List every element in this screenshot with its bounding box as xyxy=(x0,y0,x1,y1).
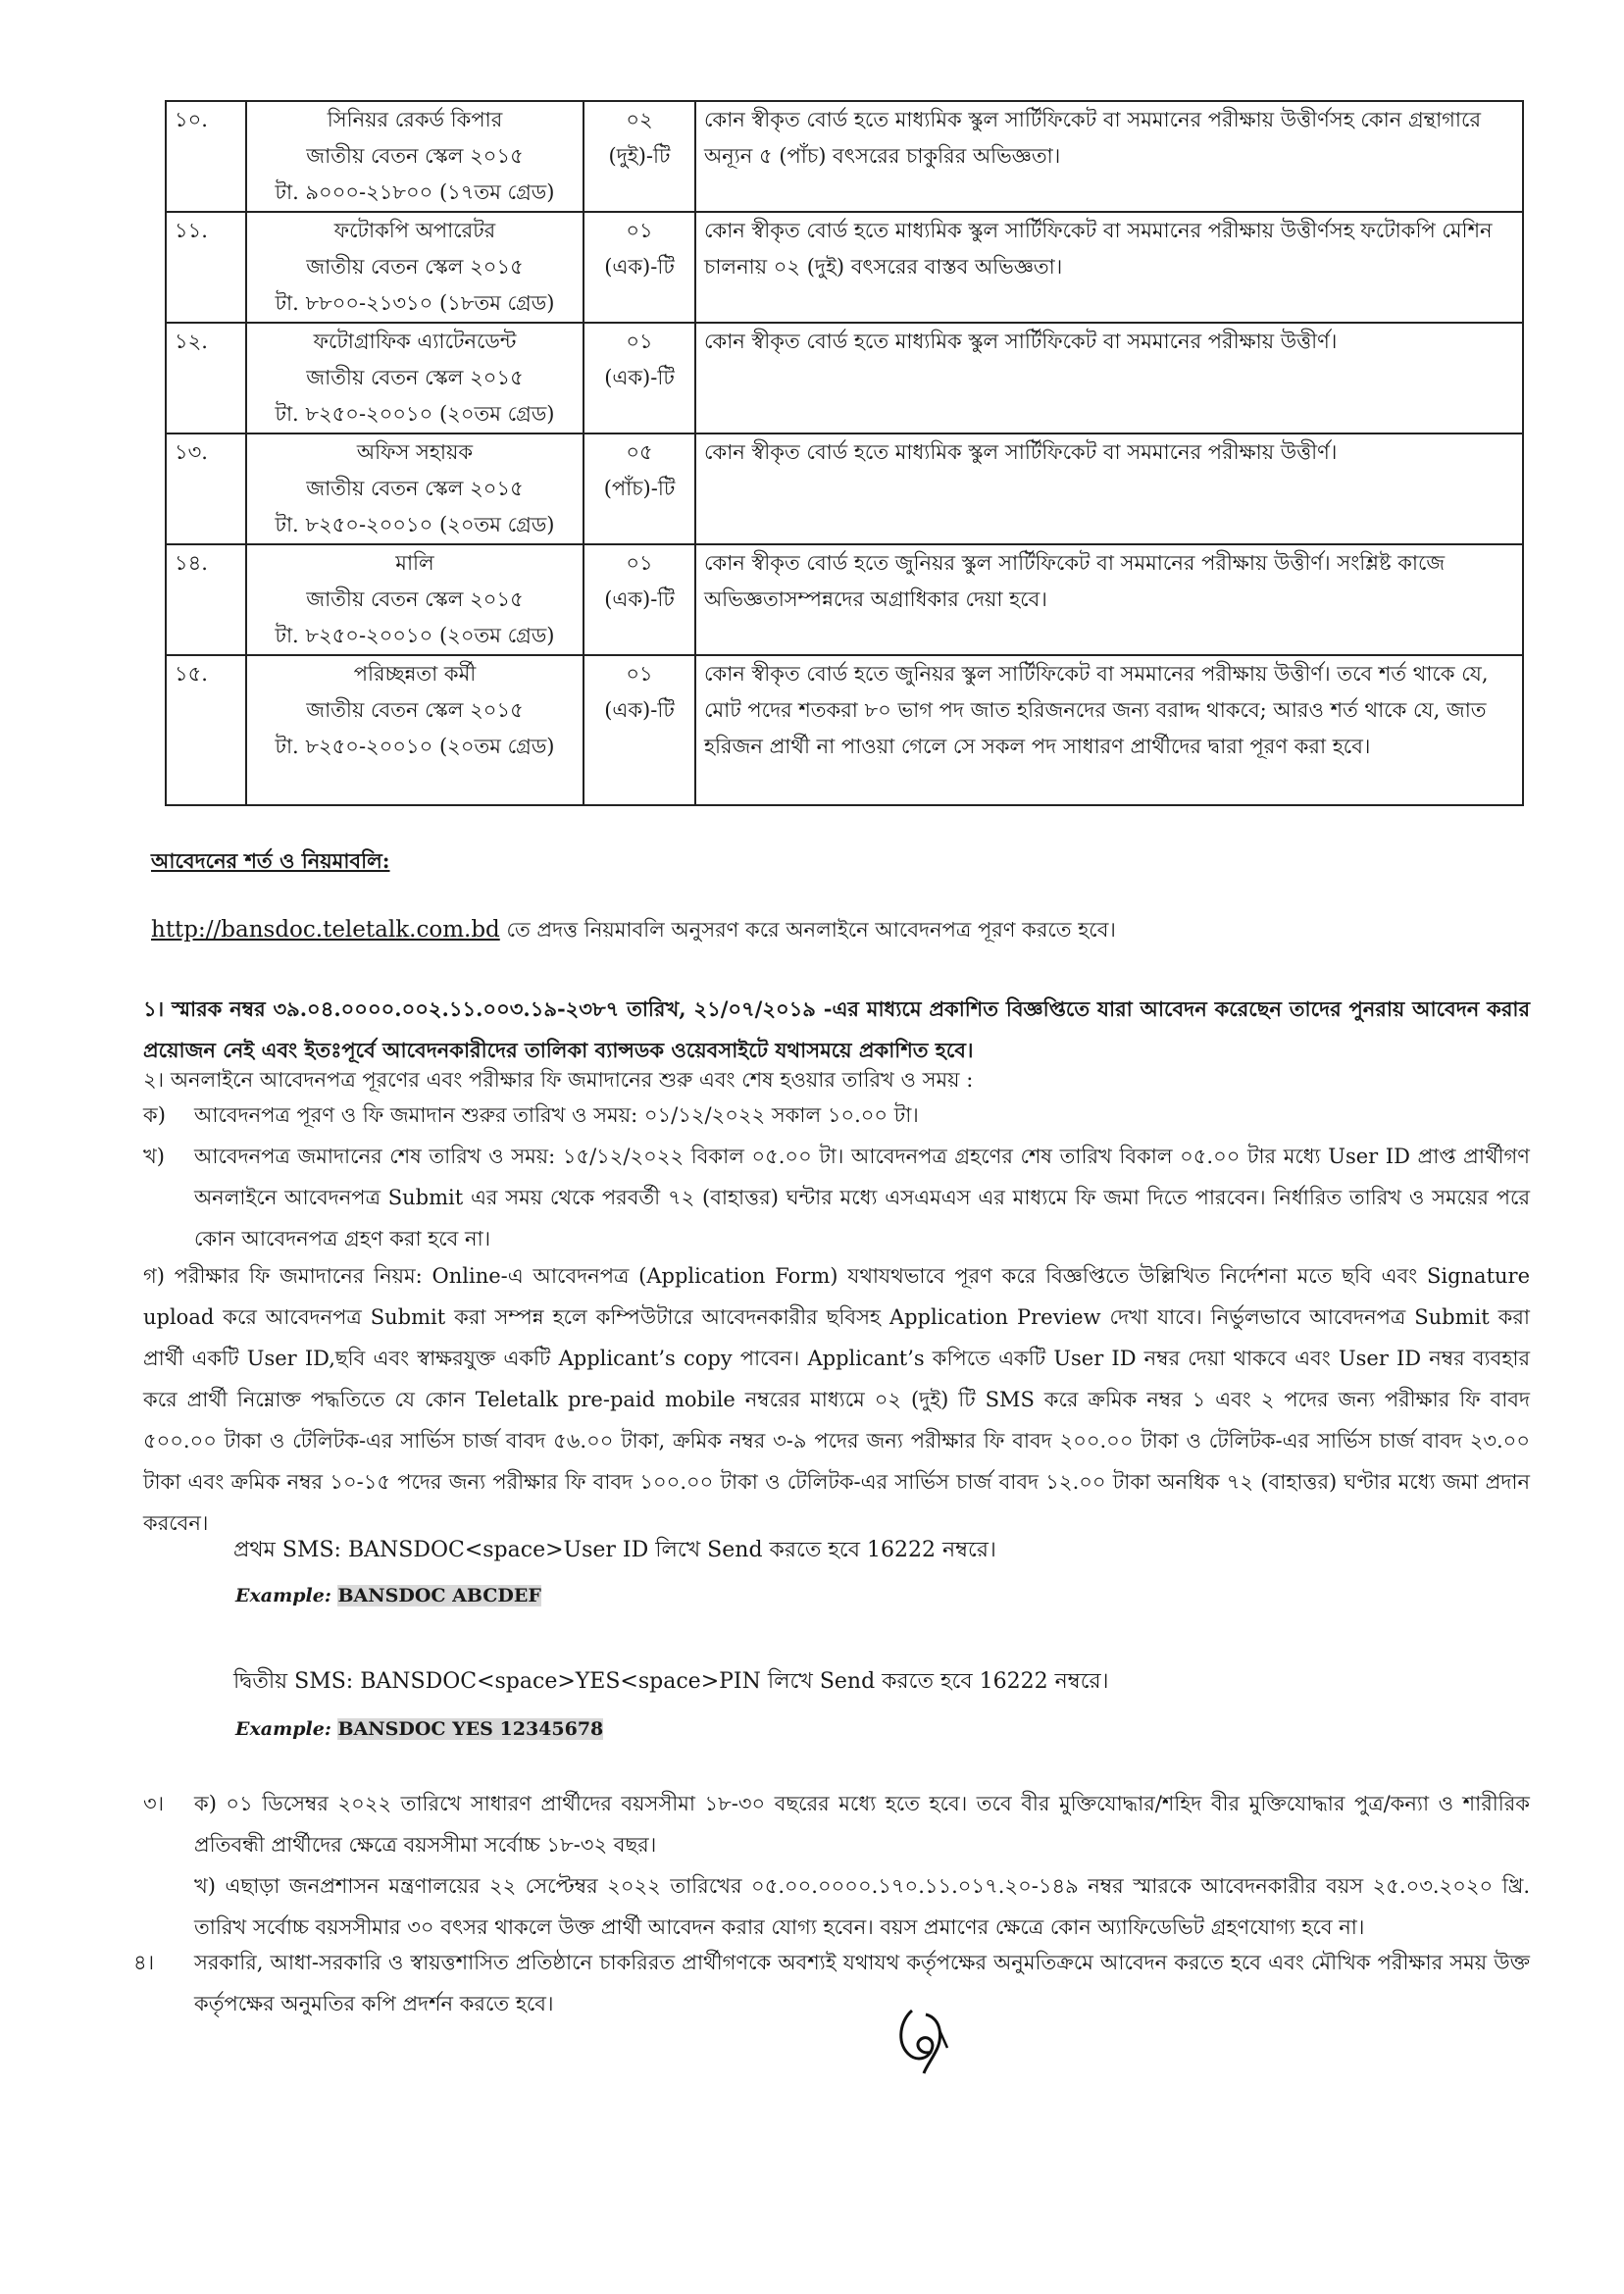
serial-number: ১৪. xyxy=(166,544,246,655)
serial-number: ১২. xyxy=(166,323,246,433)
url-line xyxy=(151,914,1116,948)
posts-table xyxy=(165,100,1524,806)
serial-number: ১০. xyxy=(166,101,246,212)
post-count: ০১ xyxy=(626,219,653,242)
example-value: BANSDOC ABCDEF xyxy=(337,1585,541,1606)
first-sms-instruction: প্রথম SMS: BANSDOC<space>User ID লিখে Send করতে হবে 16222 নম্বরে। xyxy=(233,1538,996,1562)
qualification: কোন স্বীকৃত বোর্ড হতে মাধ্যমিক স্কুল সার্টিফিকেট বা সমমানের পরীক্ষায় উত্তীর্ণসহ কোন গ্রন্থাগারে অন্যূন ৫ (পাঁচ) বৎসরের চাকুরির অভিজ্ঞতা। xyxy=(695,101,1523,212)
post-count-words: (এক)-টি xyxy=(604,587,675,611)
condition-4 xyxy=(133,1942,1530,2024)
first-sms-example xyxy=(235,1585,541,1606)
table-row xyxy=(166,323,1523,433)
pay-scale: জাতীয় বেতন স্কেল ২০১৫ xyxy=(306,255,524,279)
serial-number: ১৩. xyxy=(166,433,246,544)
condition-3 xyxy=(143,1783,1530,1948)
post-cell xyxy=(246,323,584,433)
qualification: কোন স্বীকৃত বোর্ড হতে জুনিয়র স্কুল সার্টিফিকেট বা সমমানের পরীক্ষায় উত্তীর্ণ। সংশ্লিষ্ট কাজে অভিজ্ঞতাসম্পন্নদের অগ্রাধিকার দেয়া হবে। xyxy=(695,544,1523,655)
condition-1-text: স্মারক নম্বর ৩৯.০৪.০০০০.০০২.১১.০০৩.১৯-২৩৮৭ তারিখ, ২১/০৭/২০১৯ -এর মাধ্যমে প্রকাশিত বিজ্ঞপ্তিতে যারা আবেদন করেছেন তাদের পুনরায় আবেদন করার প্রয়োজন নেই এবং ইতঃপূর্বে আবেদনকারীদের তালিকা ব্যান্সডক ওয়েবসাইটে যথাসময়ে প্রকাশিত হবে। xyxy=(143,996,1531,1062)
condition-2-kha xyxy=(143,1136,1530,1259)
condition-2: ২। অনলাইনে আবেদনপত্র পূরণের এবং পরীক্ষার ফি জমাদানের শুরু এবং শেষ হওয়ার তারিখ ও সময় : xyxy=(143,1068,974,1092)
condition-2-ga: গ) পরীক্ষার ফি জমাদানের নিয়ম: Online-এ আবেদনপত্র (Application Form) যথাযথভাবে পূরণ করে বিজ্ঞপ্তিতে উল্লিখিত নির্দেশনা মতে ছবি এবং Signature upload করে আবেদনপত্র Submit করা সম্পন্ন হলে কম্পিউটারে আবেদনকারীর ছবিসহ Application Preview দেখা যাবে। নির্ভুলভাবে আবেদনপত্র Submit করা প্রার্থী একটি User ID,ছবি এবং স্বাক্ষরযুক্ত একটি Applicant’s copy পাবেন। Applicant’s কপিতে একটি User ID নম্বর দেয়া থাকবে এবং User ID নম্বর ব্যবহার করে প্রার্থী নিম্নোক্ত পদ্ধতিতে যে কোন Teletalk pre-paid mobile নম্বরের মাধ্যমে ০২ (দুই) টি SMS করে ক্রমিক নম্বর ১ এবং ২ পদের জন্য পরীক্ষার ফি বাবদ ৫০০.০০ টাকা ও টেলিটক-এর সার্ভিস চার্জ বাবদ ৫৬.০০ টাকা, ক্রমিক নম্বর ৩-৯ পদের জন্য পরীক্ষার ফি বাবদ ২০০.০০ টাকা ও টেলিটক-এর সার্ভিস চার্জ বাবদ ২৩.০০ টাকা এবং ক্রমিক নম্বর ১০-১৫ পদের জন্য পরীক্ষার ফি বাবদ ১০০.০০ টাকা ও টেলিটক-এর সার্ভিস চার্জ বাবদ ১২.০০ টাকা অনধিক ৭২ (বাহাত্তর) ঘণ্টার মধ্যে জমা প্রদান করবেন। xyxy=(143,1264,1530,1535)
second-sms-example xyxy=(235,1718,603,1740)
pay-grade: টা. ৮২৫০-২০০১০ (২০তম গ্রেড) xyxy=(275,735,555,758)
post-cell xyxy=(246,433,584,544)
table-row xyxy=(166,433,1523,544)
post-count-words: (এক)-টি xyxy=(604,698,675,722)
post-count-words: (দুই)-টি xyxy=(608,144,671,168)
post-count: ০৫ xyxy=(626,440,653,464)
serial-number: ১১. xyxy=(166,212,246,323)
post-count-cell xyxy=(584,655,695,805)
condition-2-ka xyxy=(143,1095,1530,1136)
example-label: Example: xyxy=(235,1585,331,1606)
conditions-heading: আবেদনের শর্ত ও নিয়মাবলি: xyxy=(151,848,390,873)
table-row xyxy=(166,655,1523,805)
post-name: মালি xyxy=(395,551,434,575)
post-cell xyxy=(246,101,584,212)
post-name: ফটোগ্রাফিক এ্যাটেনডেন্ট xyxy=(313,330,517,353)
condition-2-kha-text: আবেদনপত্র জমাদানের শেষ তারিখ ও সময়: ১৫/১২/২০২২ বিকাল ০৫.০০ টা। আবেদনপত্র গ্রহণের শেষ তারিখ বিকাল ০৫.০০ টার মধ্যে User ID প্রাপ্ত প্রার্থীগণ অনলাইনে আবেদনপত্র Submit এর সময় থেকে পরবর্তী ৭২ (বাহাত্তর) ঘন্টার মধ্যে এসএমএস এর মাধ্যমে ফি জমা দিতে পারবেন। নির্ধারিত তারিখ ও সময়ের পরে কোন আবেদনপত্র গ্রহণ করা হবে না। xyxy=(194,1145,1530,1250)
table-row xyxy=(166,101,1523,212)
condition-4-label: ৪। xyxy=(133,1951,155,1974)
url-instruction: তে প্রদত্ত নিয়মাবলি অনুসরণ করে অনলাইনে আবেদনপত্র পূরণ করতে হবে। xyxy=(506,918,1116,942)
post-name: ফটোকপি অপারেটর xyxy=(333,219,496,242)
serial-number: ১৫. xyxy=(166,655,246,805)
example-value: BANSDOC YES 12345678 xyxy=(337,1718,604,1740)
qualification: কোন স্বীকৃত বোর্ড হতে জুনিয়র স্কুল সার্টিফিকেট বা সমমানের পরীক্ষায় উত্তীর্ণ। তবে শর্ত থাকে যে, মোট পদের শতকরা ৮০ ভাগ পদ জাত হরিজনদের জন্য বরাদ্দ থাকবে; আরও শর্ত থাকে যে, জাত হরিজন প্রার্থী না পাওয়া গেলে সে সকল পদ সাধারণ প্রার্থীদের দ্বারা পূরণ করা হবে। xyxy=(695,655,1523,805)
post-count: ০১ xyxy=(626,662,653,686)
post-name: পরিচ্ছন্নতা কর্মী xyxy=(353,662,477,686)
condition-2-ka-text: আবেদনপত্র পূরণ ও ফি জমাদান শুরুর তারিখ ও সময়: ০১/১২/২০২২ সকাল ১০.০০ টা। xyxy=(194,1103,919,1127)
post-count-cell xyxy=(584,433,695,544)
pay-grade: টা. ৮২৫০-২০০১০ (২০তম গ্রেড) xyxy=(275,513,555,536)
pay-grade: টা. ৮২৫০-২০০১০ (২০তম গ্রেড) xyxy=(275,402,555,426)
post-cell xyxy=(246,655,584,805)
condition-3-label: ৩। xyxy=(143,1792,165,1815)
application-url-link[interactable]: http://bansdoc.teletalk.com.bd xyxy=(151,917,500,943)
post-count: ০১ xyxy=(626,330,653,353)
post-count-cell xyxy=(584,323,695,433)
condition-4-text: সরকারি, আধা-সরকারি ও স্বায়ত্তশাসিত প্রতিষ্ঠানে চাকরিরত প্রার্থীগণকে অবশ্যই যথাযথ কর্তৃপক্ষের অনুমতিক্রমে আবেদন করতে হবে এবং মৌখিক পরীক্ষার সময় উক্ত কর্তৃপক্ষের অনুমতির কপি প্রদর্শন করতে হবে। xyxy=(194,1951,1530,2015)
pay-scale: জাতীয় বেতন স্কেল ২০১৫ xyxy=(306,587,524,611)
second-sms-instruction: দ্বিতীয় SMS: BANSDOC<space>YES<space>PIN লিখে Send করতে হবে 16222 নম্বরে। xyxy=(233,1669,1109,1694)
pay-scale: জাতীয় বেতন স্কেল ২০১৫ xyxy=(306,698,524,722)
condition-3-kha: খ) এছাড়া জনপ্রশাসন মন্ত্রণালয়ের ২২ সেপ্টেম্বর ২০২২ তারিখের ০৫.০০.০০০০.১৭০.১১.০১৭.২০-১৪৯ নম্বর স্মারকে আবেদনকারীর বয়স ২৫.০৩.২০২০ খ্রি. তারিখ সর্বোচ্চ বয়সসীমার ৩০ বৎসর থাকলে উক্ত প্রার্থী আবেদন করার যোগ্য হবেন। বয়স প্রমাণের ক্ষেত্রে কোন অ্যাফিডেভিট গ্রহণযোগ্য হবে না। xyxy=(194,1874,1530,1939)
post-count-cell xyxy=(584,544,695,655)
condition-1-label: ১। xyxy=(143,996,165,1021)
example-label: Example: xyxy=(235,1718,331,1740)
post-cell xyxy=(246,212,584,323)
post-cell xyxy=(246,544,584,655)
pay-grade: টা. ৮২৫০-২০০১০ (২০তম গ্রেড) xyxy=(275,624,555,647)
pay-scale: জাতীয় বেতন স্কেল ২০১৫ xyxy=(306,366,524,389)
qualification: কোন স্বীকৃত বোর্ড হতে মাধ্যমিক স্কুল সার্টিফিকেট বা সমমানের পরীক্ষায় উত্তীর্ণ। xyxy=(695,433,1523,544)
condition-3-ka: ক) ০১ ডিসেম্বর ২০২২ তারিখে সাধারণ প্রার্থীদের বয়সসীমা ১৮-৩০ বছরের মধ্যে হতে হবে। তবে বীর মুক্তিযোদ্ধার/শহিদ বীর মুক্তিযোদ্ধার পুত্র/কন্যা ও শারীরিক প্রতিবন্ধী প্রার্থীদের ক্ষেত্রে বয়সসীমা সর্বোচ্চ ১৮-৩২ বছর। xyxy=(194,1792,1530,1857)
table-row xyxy=(166,212,1523,323)
post-name: অফিস সহায়ক xyxy=(356,440,474,464)
pay-grade: টা. ৮৮০০-২১৩১০ (১৮তম গ্রেড) xyxy=(275,291,555,315)
qualification: কোন স্বীকৃত বোর্ড হতে মাধ্যমিক স্কুল সার্টিফিকেট বা সমমানের পরীক্ষায় উত্তীর্ণসহ ফটোকপি মেশিন চালনায় ০২ (দুই) বৎসরের বাস্তব অভিজ্ঞতা। xyxy=(695,212,1523,323)
table-row xyxy=(166,544,1523,655)
post-count: ০১ xyxy=(626,551,653,575)
qualification: কোন স্বীকৃত বোর্ড হতে মাধ্যমিক স্কুল সার্টিফিকেট বা সমমানের পরীক্ষায় উত্তীর্ণ। xyxy=(695,323,1523,433)
pay-scale: জাতীয় বেতন স্কেল ২০১৫ xyxy=(306,477,524,500)
pay-grade: টা. ৯০০০-২১৮০০ (১৭তম গ্রেড) xyxy=(275,180,555,204)
post-count-cell xyxy=(584,212,695,323)
condition-2-ka-label: ক) xyxy=(143,1103,166,1127)
condition-2-kha-label: খ) xyxy=(143,1145,165,1168)
post-name: সিনিয়র রেকর্ড কিপার xyxy=(327,108,503,131)
post-count-words: (পাঁচ)-টি xyxy=(603,477,676,500)
post-count: ০২ xyxy=(626,108,653,131)
post-count-cell xyxy=(584,101,695,212)
post-count-words: (এক)-টি xyxy=(604,255,675,279)
signature-initial xyxy=(883,1991,971,2079)
pay-scale: জাতীয় বেতন স্কেল ২০১৫ xyxy=(306,144,524,168)
post-count-words: (এক)-টি xyxy=(604,366,675,389)
